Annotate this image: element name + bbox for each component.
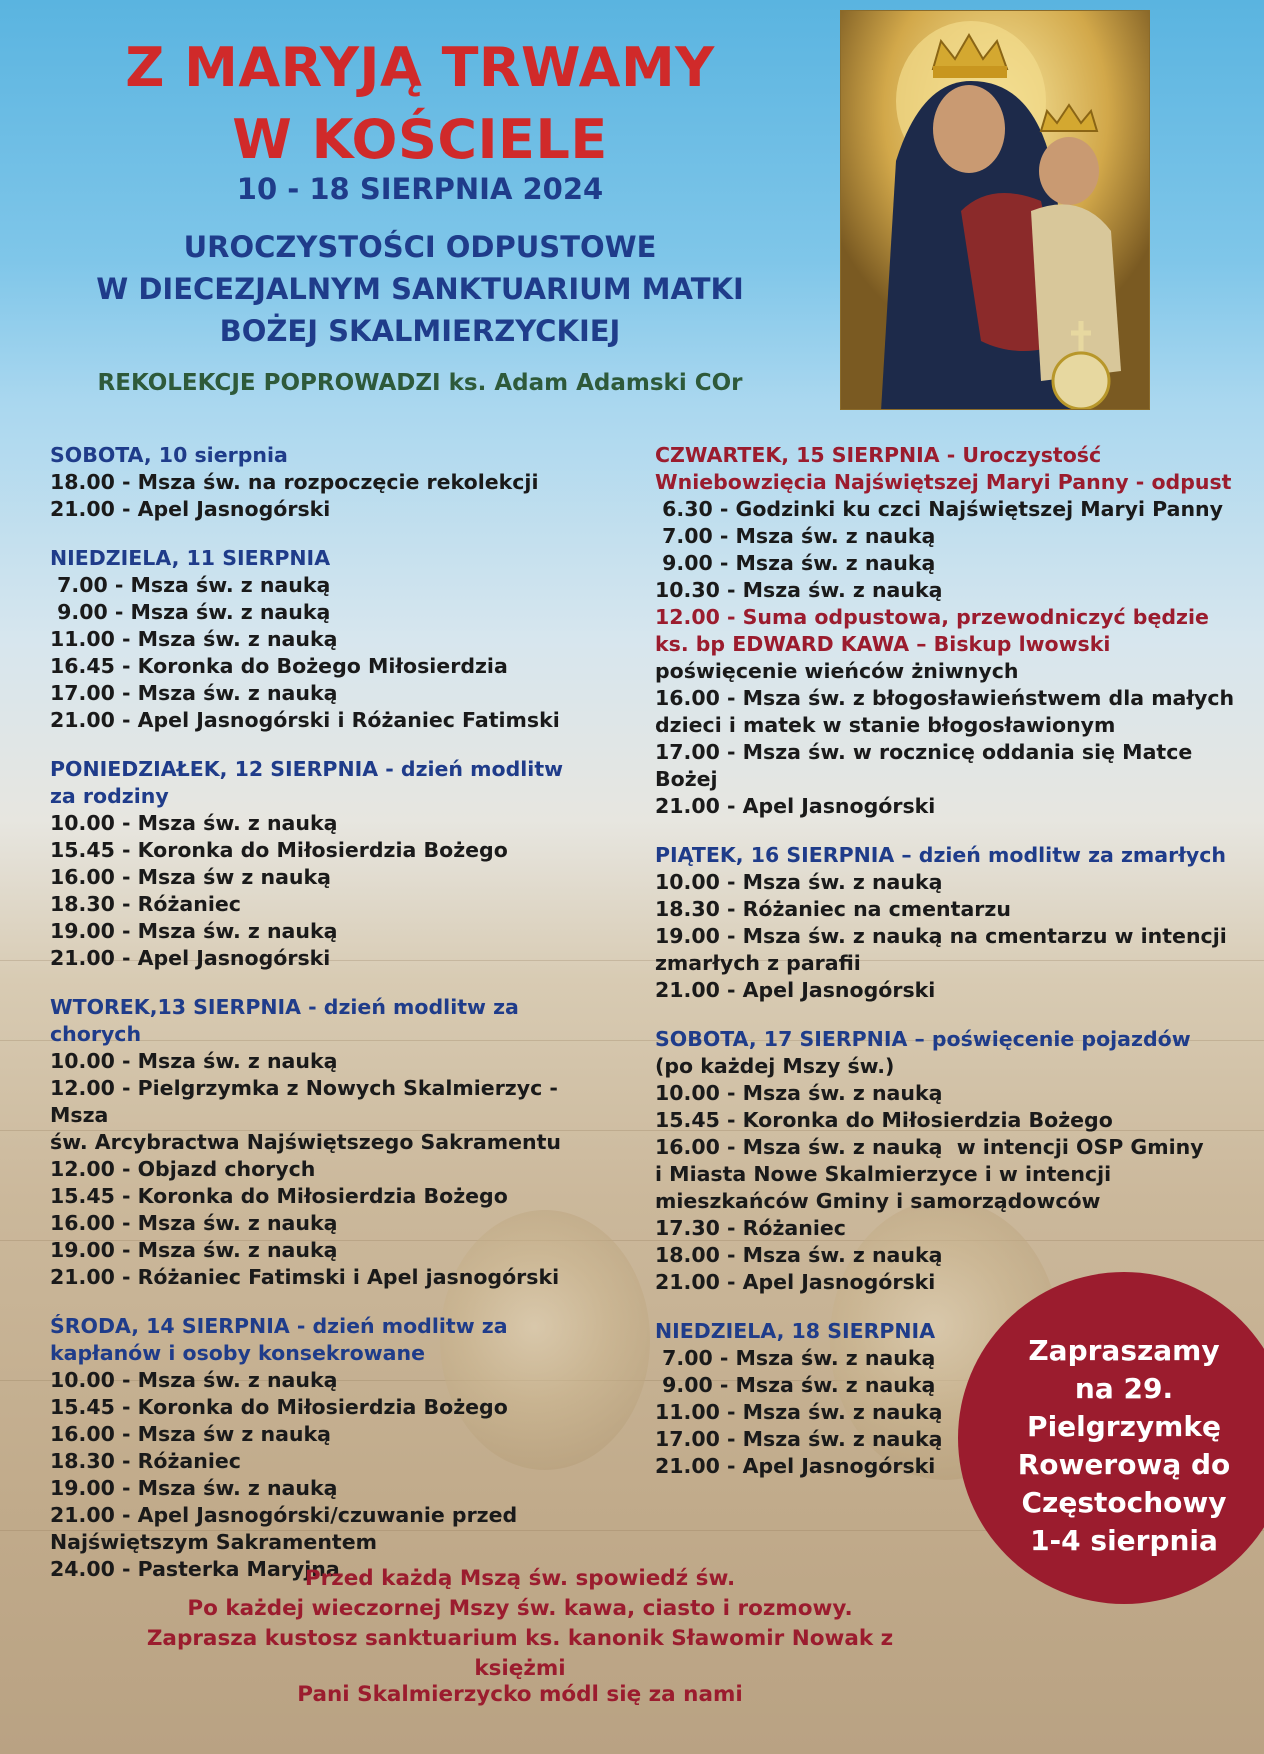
- schedule-item: 21.00 - Apel Jasnogórski: [655, 1270, 936, 1294]
- schedule-item: 10.00 - Msza św. z nauką: [50, 1049, 338, 1073]
- madonna-icon-image: [840, 10, 1150, 410]
- schedule-item: św. Arcybractwa Najświętszego Sakramentu: [50, 1130, 561, 1154]
- retreat-leader: REKOLEKCJE POPROWADZI ks. Adam Adamski COr: [97, 370, 743, 396]
- schedule-item: 18.30 - Różaniec na cmentarzu: [655, 897, 1011, 921]
- schedule-item: 19.00 - Msza św. z nauką: [50, 1476, 338, 1500]
- schedule-item: poświęcenie wieńców żniwnych: [655, 659, 1019, 683]
- schedule-item: 21.00 - Apel Jasnogórski i Różaniec Fatimski: [50, 708, 560, 732]
- day-heading: Wniebowzięcia Najświętszej Maryi Panny - odpust: [655, 470, 1232, 494]
- schedule-item: 18.00 - Msza św. na rozpoczęcie rekolekcji: [50, 470, 539, 494]
- schedule-item: 16.00 - Msza św. z nauką: [50, 1211, 338, 1235]
- schedule-item: 21.00 - Apel Jasnogórski: [50, 497, 331, 521]
- schedule-item: 21.00 - Apel Jasnogórski: [655, 1454, 936, 1478]
- schedule-item: 18.00 - Msza św. z nauką: [655, 1243, 943, 1267]
- schedule-item: dzieci i matek w stanie błogosławionym: [655, 713, 1116, 737]
- invite-line: 1-4 sierpnia: [1030, 1524, 1218, 1557]
- footer-line: Po każdej wieczornej Mszy św. kawa, ciasto i rozmowy.: [187, 1596, 853, 1621]
- day-heading: PONIEDZIAŁEK, 12 SIERPNIA - dzień modlitw: [50, 757, 564, 781]
- schedule-item: 7.00 - Msza św. z nauką: [655, 1346, 936, 1370]
- schedule-item: 15.45 - Koronka do Miłosierdzia Bożego: [655, 1108, 1113, 1132]
- day-heading: SOBOTA, 10 sierpnia: [50, 443, 288, 467]
- schedule-item: 10.00 - Msza św. z nauką: [50, 811, 338, 835]
- day-heading: SOBOTA, 17 SIERPNIA – poświęcenie pojazdów: [655, 1027, 1191, 1051]
- schedule-item: 15.45 - Koronka do Miłosierdzia Bożego: [50, 1395, 508, 1419]
- title-line-1: Z MARYJĄ TRWAMY: [125, 36, 715, 99]
- footer-line: Przed każdą Mszą św. spowiedź św.: [304, 1566, 736, 1591]
- schedule-item: 10.00 - Msza św. z nauką: [50, 1368, 338, 1392]
- day-heading: za rodziny: [50, 784, 169, 808]
- schedule-item: 16.00 - Msza św z nauką: [50, 1422, 331, 1446]
- schedule-item: 19.00 - Msza św. z nauką na cmentarzu w intencji: [655, 924, 1227, 948]
- schedule-item: 21.00 - Apel Jasnogórski/czuwanie przed: [50, 1503, 518, 1527]
- invite-line: Częstochowy: [1021, 1486, 1227, 1519]
- invite-line: na 29.: [1074, 1372, 1174, 1405]
- madonna-painting-svg: [841, 11, 1150, 410]
- subtitle-line-3: BOŻEJ SKALMIERZYCKIEJ: [219, 314, 621, 348]
- day-heading: WTOREK,13 SIERPNIA - dzień modlitw za chorych: [50, 995, 519, 1046]
- schedule-item: 21.00 - Apel Jasnogórski: [50, 946, 331, 970]
- schedule-item: 7.00 - Msza św. z nauką: [50, 573, 331, 597]
- schedule-item: 6.30 - Godzinki ku czci Najświętszej Maryi Panny: [655, 497, 1224, 521]
- schedule-item: zmarłych z parafii: [655, 951, 861, 975]
- schedule-item: 17.00 - Msza św. z nauką: [50, 681, 338, 705]
- schedule-item: 11.00 - Msza św. z nauką: [50, 627, 338, 651]
- schedule-item: 24.00 - Pasterka Maryjna: [50, 1557, 340, 1581]
- schedule-item: (po każdej Mszy św.): [655, 1054, 895, 1078]
- day-heading: CZWARTEK, 15 SIERPNIA - Uroczystość: [655, 443, 1102, 467]
- schedule-item: 10.30 - Msza św. z nauką: [655, 578, 943, 602]
- schedule-item: i Miasta Nowe Skalmierzyce i w intencji: [655, 1162, 1112, 1186]
- schedule-item: 15.45 - Koronka do Miłosierdzia Bożego: [50, 1184, 508, 1208]
- schedule-item: 16.00 - Msza św. z błogosławieństwem dla małych: [655, 686, 1235, 710]
- schedule-item: 12.00 - Pielgrzymka z Nowych Skalmierzyc - Msza: [50, 1076, 558, 1127]
- schedule-item: 10.00 - Msza św. z nauką: [655, 870, 943, 894]
- schedule-item: 18.30 - Różaniec: [50, 892, 241, 916]
- invite-line: Rowerową do: [1017, 1448, 1231, 1481]
- schedule-item: 10.00 - Msza św. z nauką: [655, 1081, 943, 1105]
- closing-prayer: Pani Skalmierzycko módl się za nami: [297, 1682, 743, 1707]
- schedule-left-column: [50, 442, 610, 1583]
- schedule-item: 15.45 - Koronka do Miłosierdzia Bożego: [50, 838, 508, 862]
- schedule-item-highlight: ks. bp EDWARD KAWA – Biskup lwowski: [655, 632, 1111, 656]
- schedule-item: 7.00 - Msza św. z nauką: [655, 524, 936, 548]
- schedule-item: 21.00 - Apel Jasnogórski: [655, 794, 936, 818]
- schedule-item: 18.30 - Różaniec: [50, 1449, 241, 1473]
- schedule-item: 17.00 - Msza św. w rocznicę oddania się Matce: [655, 740, 1193, 764]
- schedule-item: 11.00 - Msza św. z nauką: [655, 1400, 943, 1424]
- schedule-item: 19.00 - Msza św. z nauką: [50, 1238, 338, 1262]
- schedule-item: 17.00 - Msza św. z nauką: [655, 1427, 943, 1451]
- invite-line: Pielgrzymkę: [1027, 1410, 1221, 1443]
- day-heading: kapłanów i osoby konsekrowane: [50, 1341, 426, 1365]
- footer-line: Zaprasza kustosz sanktuarium ks. kanonik Sławomir Nowak z księżmi: [146, 1626, 894, 1681]
- schedule-item: 16.00 - Msza św z nauką: [50, 865, 331, 889]
- schedule-item: 12.00 - Objazd chorych: [50, 1157, 316, 1181]
- schedule-item: 16.45 - Koronka do Bożego Miłosierdzia: [50, 654, 508, 678]
- subtitle-line-2: W DIECEZJALNYM SANKTUARIUM MATKI: [96, 272, 744, 306]
- schedule-item: 9.00 - Msza św. z nauką: [655, 1373, 936, 1397]
- subtitle-line-1: UROCZYSTOŚCI ODPUSTOWE: [183, 230, 657, 264]
- schedule-item: mieszkańców Gminy i samorządowców: [655, 1189, 1101, 1213]
- schedule-item: 21.00 - Różaniec Fatimski i Apel jasnogórski: [50, 1265, 560, 1289]
- invite-line: Zapraszamy: [1028, 1334, 1220, 1367]
- schedule-item-highlight: 12.00 - Suma odpustowa, przewodniczyć będzie: [655, 605, 1209, 629]
- subtitle: [60, 226, 780, 352]
- schedule-item: 9.00 - Msza św. z nauką: [50, 600, 331, 624]
- pilgrimage-invite-badge: [958, 1272, 1264, 1604]
- event-dates: 10 - 18 SIERPNIA 2024: [236, 172, 604, 206]
- schedule-item: 9.00 - Msza św. z nauką: [655, 551, 936, 575]
- day-heading: NIEDZIELA, 18 SIERPNIA: [655, 1319, 936, 1343]
- title-line-2: W KOŚCIELE: [232, 108, 608, 171]
- schedule-item: 16.00 - Msza św. z nauką w intencji OSP Gminy: [655, 1135, 1204, 1159]
- footer-notes: [100, 1564, 940, 1684]
- day-heading: PIĄTEK, 16 SIERPNIA – dzień modlitw za zmarłych: [655, 843, 1226, 867]
- schedule-item: 21.00 - Apel Jasnogórski: [655, 978, 936, 1002]
- day-heading: ŚRODA, 14 SIERPNIA - dzień modlitw za: [50, 1314, 508, 1338]
- schedule-item: 17.30 - Różaniec: [655, 1216, 846, 1240]
- day-heading: NIEDZIELA, 11 SIERPNIA: [50, 546, 331, 570]
- schedule-item: 19.00 - Msza św. z nauką: [50, 919, 338, 943]
- schedule-item: Najświętszym Sakramentem: [50, 1530, 377, 1554]
- schedule-item: Bożej: [655, 767, 718, 791]
